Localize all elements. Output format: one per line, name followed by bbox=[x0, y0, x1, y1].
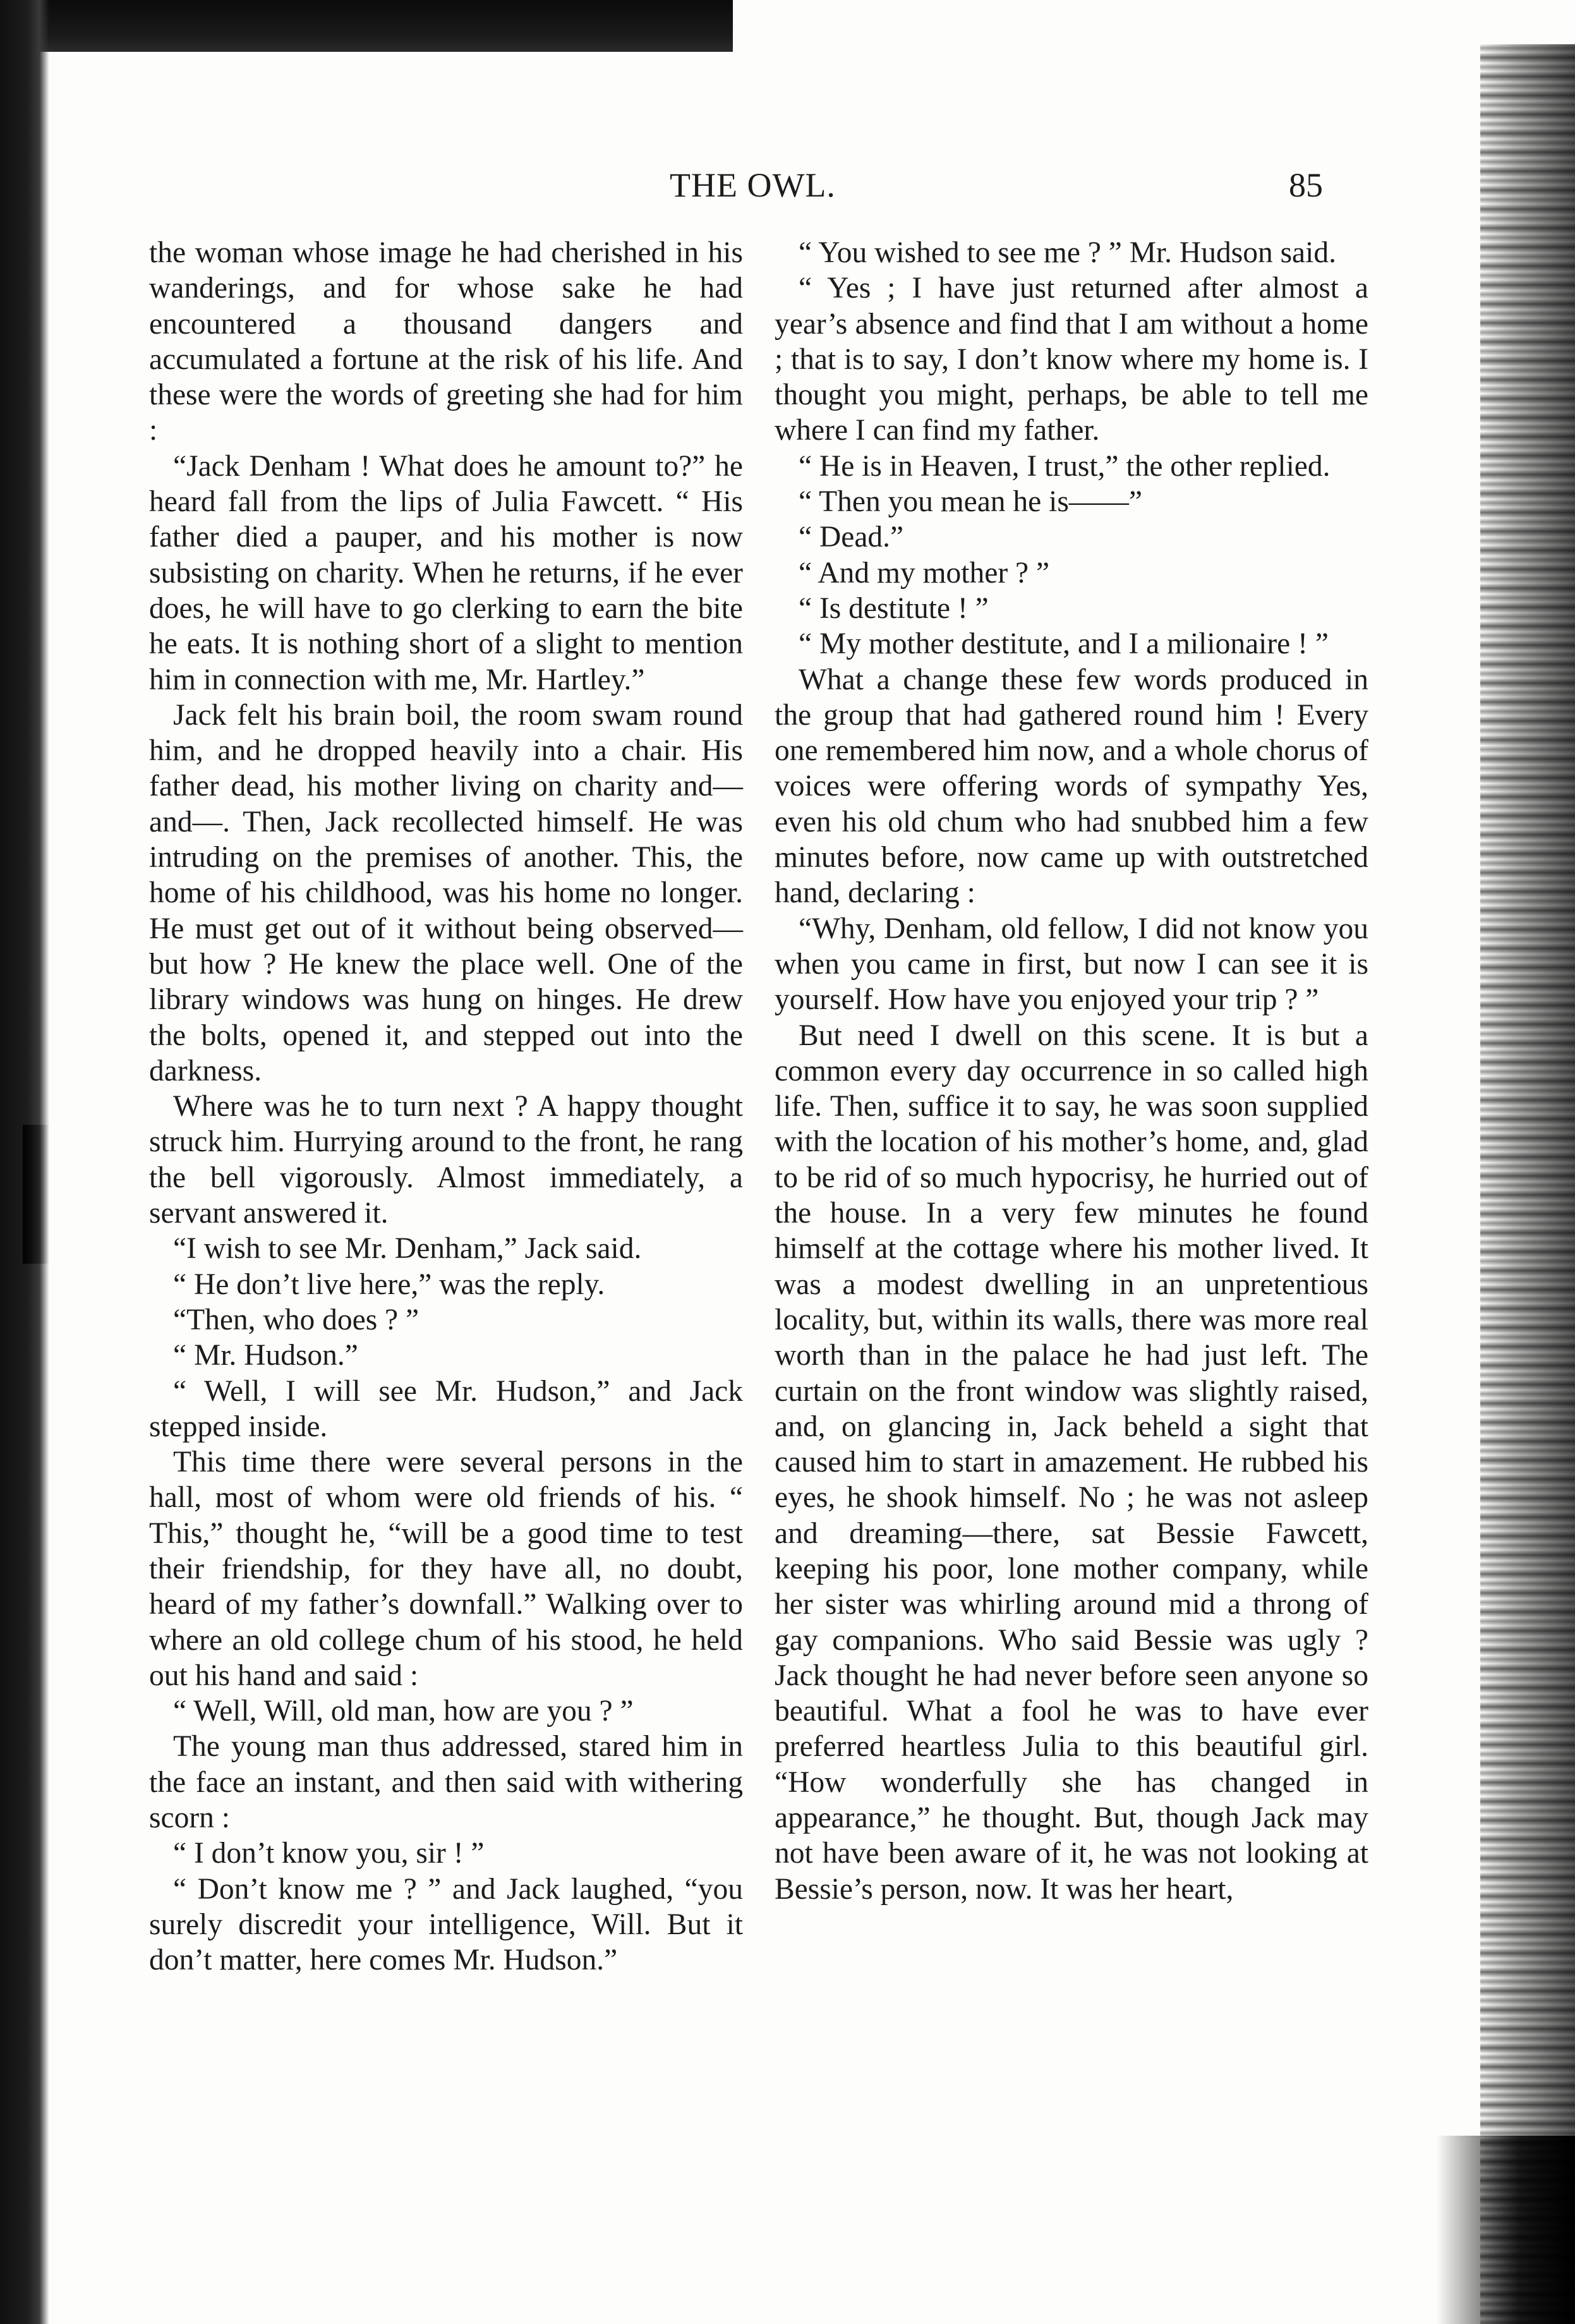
paragraph: “Jack Denham ! What does he amount to?” he heard fall from the lips of Julia Fawcett. “ His father died a pauper, and his mother is now subsisting on charity. When he returns, if he ever does, he will have to go clerking to earn the bite he eats. It is nothing short of a slight to mention him in connection with me, Mr. Hartley.” bbox=[149, 449, 743, 696]
page-number: 85 bbox=[1289, 166, 1323, 204]
paragraph: “ I don’t know you, sir ! ” bbox=[173, 1837, 485, 1870]
journal-title: THE OWL. bbox=[670, 166, 836, 204]
paragraph: “ Yes ; I have just returned after almost a year’s absence and find that I am without a home ; that is to say, I don’t know where my home is. I thought you might, perhaps, be able to tell me where I can find my father. bbox=[775, 272, 1368, 447]
paragraph: “ Dead.” bbox=[799, 521, 904, 554]
scan-edge-top bbox=[0, 0, 733, 52]
paragraph: “Why, Denham, old fellow, I did not know you when you came in first, but now I can see it is yourself. How have you enjoyed your trip ? ” bbox=[775, 912, 1368, 1017]
paragraph: Jack felt his brain boil, the room swam round him, and he dropped heavily into a chair. His father dead, his mother living on charity and—and—. Then, Jack recollected himself. He was intruding on the premises of another. This, the home of his childhood, was his home no longer. He must get out of it without being observed—but how ? He knew the place well. One of the library windows was hung on hinges. He drew the bolts, opened it, and stepped out into the darkness. bbox=[149, 698, 743, 1087]
paragraph: “ Well, I will see Mr. Hudson,” and Jack stepped inside. bbox=[149, 1374, 743, 1443]
paragraph: “ Well, Will, old man, how are you ? ” bbox=[173, 1695, 634, 1728]
left-text-column bbox=[149, 235, 743, 1978]
paragraph: “ You wished to see me ? ” Mr. Hudson said. bbox=[799, 236, 1336, 269]
scan-edge-left-shadow bbox=[23, 1125, 49, 1264]
right-text-column bbox=[775, 235, 1368, 1907]
paragraph: “Then, who does ? ” bbox=[173, 1303, 419, 1336]
paragraph: The young man thus addressed, stared him in the face an instant, and then said with withering scorn : bbox=[149, 1730, 743, 1835]
paragraph: “ He don’t live here,” was the reply. bbox=[173, 1268, 605, 1301]
paragraph: This time there were several persons in the hall, most of whom were old friends of his. “ This,” thought he, “will be a good time to test their friendship, for they have all, no doubt, heard of my father’s downfall.” Walking over to where an old college chum of his stood, he held out his hand and said : bbox=[149, 1446, 743, 1692]
scan-edge-right-corner bbox=[1436, 2136, 1575, 2324]
paragraph: “ Is destitute ! ” bbox=[799, 591, 989, 625]
paragraph: “I wish to see Mr. Denham,” Jack said. bbox=[173, 1232, 642, 1266]
paragraph: Where was he to turn next ? A happy thought struck him. Hurrying around to the front, he rang the bell vigorously. Almost immediately, a servant answered it. bbox=[149, 1090, 743, 1230]
running-head bbox=[0, 166, 1575, 216]
paragraph: But need I dwell on this scene. It is but a common every day occurrence in so called high life. Then, suffice it to say, he was soon supplied with the location of his mother’s home, and, glad to be rid of so much hypocrisy, he hurried out of the house. In a very few minutes he found himself at the cottage where his mother lived. It was a modest dwelling in an unpretentious locality, but, within its walls, there was more real worth than in the palace he had just left. The curtain on the front window was slightly raised, and, on glancing in, Jack beheld a sight that caused him to start in amazement. He rubbed his eyes, he shook himself. No ; he was not asleep and dreaming—there, sat Bessie Fawcett, keeping his poor, lone mother company, while her sister was whirling around mid a throng of gay companions. Who said Bessie was ugly ? Jack thought he had never before seen anyone so beautiful. What a fool he was to have ever preferred heartless Julia to this beautiful girl. “How wonderfully she has changed in appearance,” he thought. But, though Jack may not have been aware of it, he was not looking at Bessie’s person, now. It was her heart, bbox=[775, 1019, 1368, 1906]
paragraph: “ Mr. Hudson.” bbox=[173, 1339, 358, 1372]
paragraph: “ Don’t know me ? ” and Jack laughed, “you surely discredit your intelligence, Will. But it don’t matter, here comes Mr. Hudson.” bbox=[149, 1872, 743, 1977]
scan-edge-right bbox=[1480, 44, 1575, 2324]
paragraph: “ And my mother ? ” bbox=[799, 556, 1050, 590]
paragraph: “ He is in Heaven, I trust,” the other replied. bbox=[799, 449, 1331, 483]
paragraph-continuation: the woman whose image he had cherished in his wanderings, and for whose sake he had encountered a thousand dangers and accumulated a fortune at the risk of his life. And these were the words of greeting she had for him : bbox=[149, 236, 743, 447]
paragraph: What a change these few words produced in the group that had gathered round him ! Every one remembered him now, and a whole chorus of voices were offering words of sympathy Yes, even his old chum who had snubbed him a few minutes before, now came up with outstretched hand, declaring : bbox=[775, 663, 1368, 910]
paragraph: “ My mother destitute, and I a milionaire ! ” bbox=[799, 627, 1329, 661]
paragraph: “ Then you mean he is——” bbox=[799, 485, 1142, 519]
